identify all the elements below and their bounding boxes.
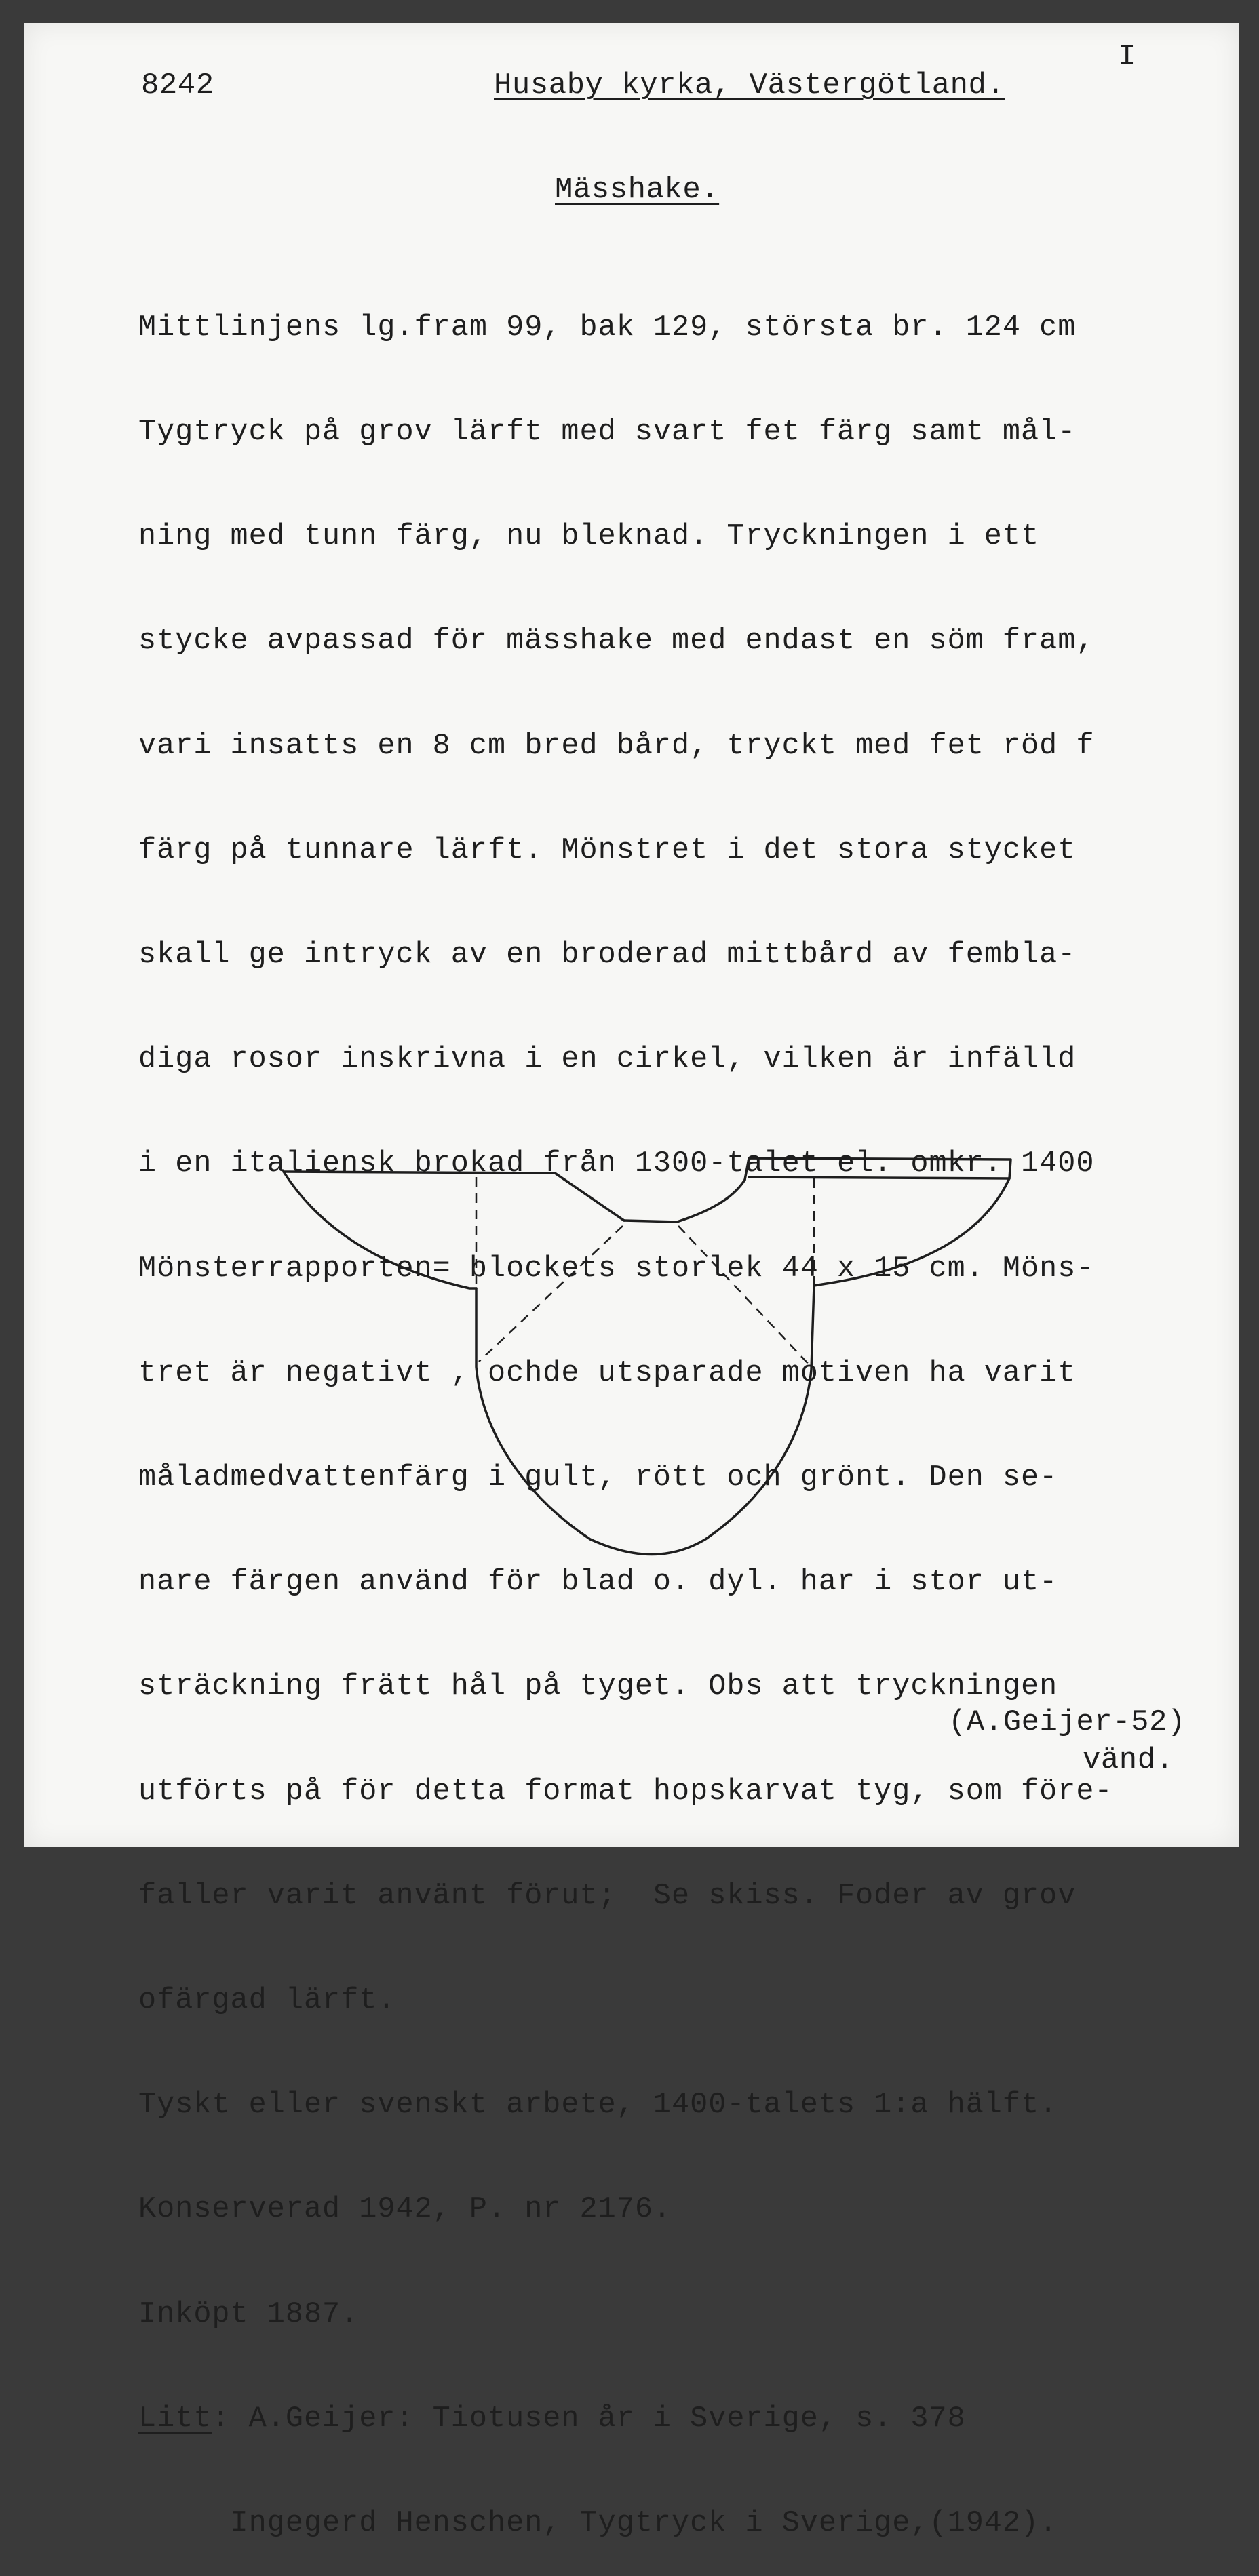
sketch-outline-right-wing-lower — [814, 1178, 1009, 1286]
catalog-number: 8242 — [141, 68, 214, 102]
description-line: sträckning frätt hål på tyget. Obs att tryckningen — [138, 1670, 1058, 1704]
description-line: stycke avpassad för mässhake med endast en söm fram, — [138, 625, 1095, 658]
sketch-yoke-diagonal-right — [678, 1226, 811, 1367]
literature-label: Litt — [138, 2402, 212, 2436]
description-line: skall ge intryck av en broderad mittbård av fembla- — [138, 938, 1077, 972]
description-line: Inköpt 1887. — [138, 2297, 360, 2331]
description-line: Mönsterrapporten= blockets storlek 44 x 15 cm. Möns- — [138, 1252, 1095, 1286]
description-line: måladmedvattenfärg i gult, rött och grönt. Den se- — [138, 1461, 1058, 1495]
turn-over-note: vänd. — [1083, 1743, 1174, 1777]
description-line: vari insatts en 8 cm bred bård, tryckt med fet röd f — [138, 729, 1095, 763]
description-line: ning med tunn färg, nu bleknad. Tryckningen i ett — [138, 520, 1040, 554]
description-line: Tyskt eller svenskt arbete, 1400-talets 1:a hälft. — [138, 2088, 1058, 2122]
sketch-yoke-diagonal-left — [479, 1226, 623, 1362]
description-line: diga rosor inskrivna i en cirkel, vilken är infälld — [138, 1043, 1077, 1077]
description-line: tret är negativt , ochde utsparade motiven ha varit — [138, 1356, 1077, 1390]
description-line: i en italiensk brokad från 1300-talet el. omkr. 1400 — [138, 1147, 1095, 1181]
description-line: ofärgad lärft. — [138, 1984, 396, 2018]
description-line: faller varit använt förut; Se skiss. Foder av grov — [138, 1879, 1077, 1913]
sketch-shoulder-seam-top — [745, 1158, 1011, 1180]
literature-reference: Ingegerd Henschen, Tygtryck i Sverige,(1942). — [230, 2507, 1058, 2541]
literature-line — [138, 2402, 1113, 2436]
sketch-outline-left-wing-lower — [284, 1172, 476, 1288]
description-line: Konserverad 1942, P. nr 2176. — [138, 2193, 672, 2227]
description-line: Mittlinjens lg.fram 99, bak 129, största br. 124 cm — [138, 311, 1077, 344]
literature-reference: : A.Geijer: Tiotusen år i Sverige, s. 378 — [212, 2402, 966, 2436]
description-line: färg på tunnare lärft. Mönstret i det stora stycket — [138, 833, 1077, 867]
literature-line — [138, 2506, 1113, 2541]
object-title: Mässhake. — [555, 173, 720, 207]
sketch-body-left — [476, 1286, 814, 1555]
description-line: Tygtryck på grov lärft med svart fet färg samt mål- — [138, 416, 1077, 450]
description-line: utförts på för detta format hopskarvat tyg, som före- — [138, 1775, 1113, 1808]
location-heading: Husaby kyrka, Västergötland. — [494, 68, 1005, 102]
author-signoff: (A.Geijer-52) — [948, 1705, 1186, 1739]
sheet-number: I — [1118, 40, 1136, 74]
description-line: nare färgen använd för blad o. dyl. har i stor ut- — [138, 1566, 1058, 1600]
sketch-outline-left-wing — [284, 1172, 624, 1221]
sketch-neckline — [624, 1180, 745, 1222]
